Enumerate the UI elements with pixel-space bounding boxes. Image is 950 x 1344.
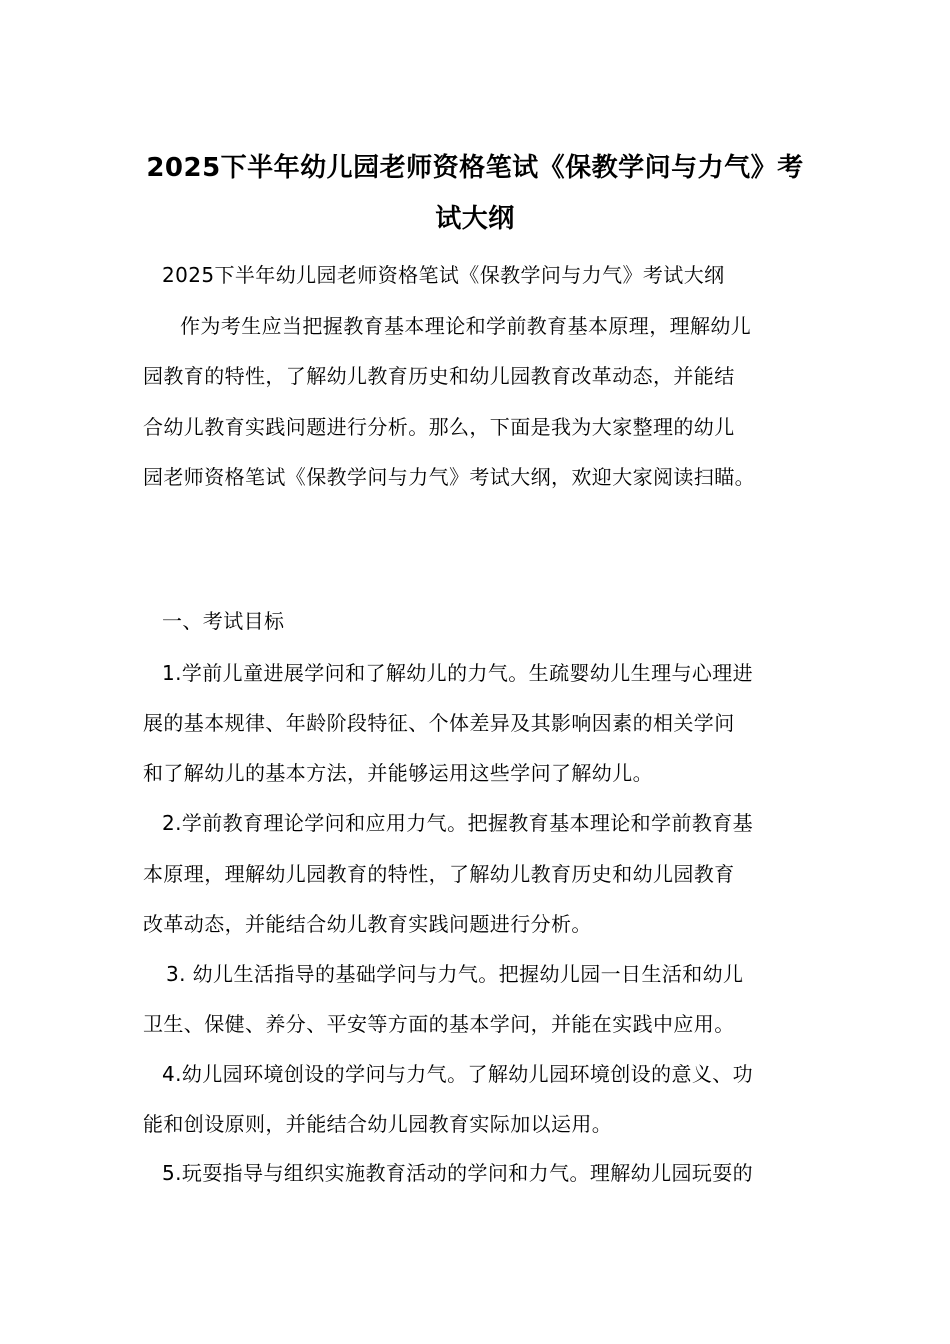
item-3-line: 卫生、保健、养分、平安等方面的基本学问，并能在实践中应用。: [143, 1012, 735, 1036]
item-1-line: 1.学前儿童进展学问和了解幼儿的力气。生疏婴幼儿生理与心理进: [162, 661, 754, 685]
intro-line: 合幼儿教育实践问题进行分析。那么，下面是我为大家整理的幼儿: [143, 415, 735, 439]
intro-line: 园教育的特性，了解幼儿教育历史和幼儿园教育改革动态，并能结: [143, 364, 735, 388]
item-4-line: 能和创设原则，并能结合幼儿园教育实际加以运用。: [143, 1112, 613, 1136]
item-5-line: 5.玩耍指导与组织实施教育活动的学问和力气。理解幼儿园玩耍的: [162, 1161, 754, 1185]
intro-line: 作为考生应当把握教育基本理论和学前教育基本原理，理解幼儿: [180, 314, 752, 338]
item-1-line: 展的基本规律、年龄阶段特征、个体差异及其影响因素的相关学问: [143, 711, 735, 735]
document-title-line-1: 2025下半年幼儿园老师资格笔试《保教学问与力气》考: [146, 153, 804, 183]
item-2-line: 本原理，理解幼儿园教育的特性，了解幼儿教育历史和幼儿园教育: [143, 862, 735, 886]
item-4-line: 4.幼儿园环境创设的学问与力气。了解幼儿园环境创设的意义、功: [162, 1062, 754, 1086]
item-3-line: 3. 幼儿生活指导的基础学问与力气。把握幼儿园一日生活和幼儿: [166, 962, 744, 986]
section-heading: 一、考试目标: [162, 609, 285, 633]
item-2-line: 改革动态，并能结合幼儿教育实践问题进行分析。: [143, 912, 592, 936]
item-1-line: 和了解幼儿的基本方法，并能够运用这些学问了解幼儿。: [143, 761, 653, 785]
intro-line: 园老师资格笔试《保教学问与力气》考试大纲，欢迎大家阅读扫瞄。: [143, 465, 755, 489]
item-2-line: 2.学前教育理论学问和应用力气。把握教育基本理论和学前教育基: [162, 811, 754, 835]
document-subtitle: 2025下半年幼儿园老师资格笔试《保教学问与力气》考试大纲: [162, 263, 725, 287]
document-title-line-2: 试大纲: [435, 204, 515, 234]
